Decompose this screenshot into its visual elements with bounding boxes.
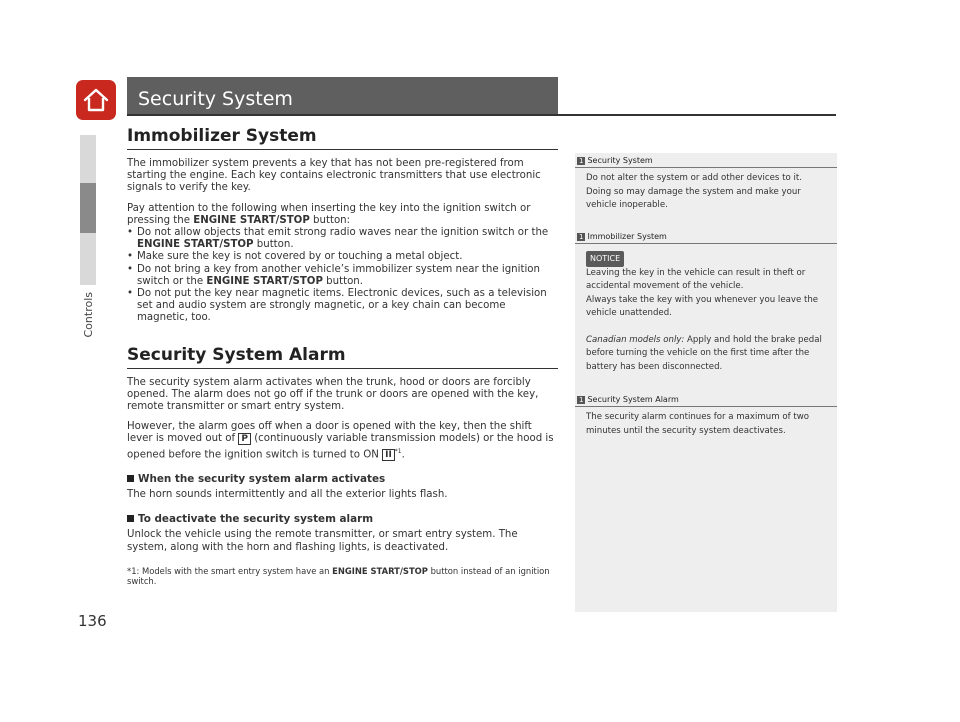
alarm-goes-off: However, the alarm goes off when a door is opened with the key, then the shift lever is moved out of P (continuously variable transmission models) or the hood is opened before the ignition switch is turned to ON II $^{*1}$. xyxy=(127,421,554,461)
immobilizer-attention: Pay attention to the following when inserting the key into the ignition switch or pressing the ENGINE START/STOP button: xyxy=(127,202,531,226)
key-ii-icon: II xyxy=(382,449,395,461)
notice-badge: NOTICE xyxy=(586,251,624,267)
alarm-deactivate-text: Unlock the vehicle using the remote transmitter, or smart entry system. The system, along with the horn and flashing lights, is deactivated. xyxy=(127,529,518,553)
bullet-square-icon xyxy=(127,475,134,482)
home-icon xyxy=(82,86,110,114)
list-item: • Make sure the key is not covered by or touching a metal object. xyxy=(127,251,558,263)
key-p-icon: P xyxy=(238,433,251,445)
footnote: *1: Models with the smart entry system have an ENGINE START/STOP button instead of an ignition switch. xyxy=(127,565,550,586)
list-item: • Do not bring a key from another vehicle’s immobilizer system near the ignition switch or the ENGINE START/STOP button. xyxy=(127,264,558,288)
immobilizer-bullets xyxy=(127,227,558,325)
note-alarm: 1 Security System Alarm The security alarm continues for a maximum of two minutes until the security system deactivates. xyxy=(575,395,837,438)
list-item: • Do not put the key near magnetic items. Electronic devices, such as a television set and audio system are strongly magnetic, or a key chain can become magnetic, too. xyxy=(127,288,558,325)
note-security-system: 1 Security System Do not alter the system or add other devices to it. Doing so may damage the system and make your vehicle inoperable. xyxy=(575,156,837,213)
alarm-activates-heading: When the security system alarm activates xyxy=(127,473,558,485)
main-content xyxy=(127,126,558,586)
sidebar-notes-panel xyxy=(575,153,837,612)
side-label: Controls xyxy=(82,292,95,338)
immobilizer-heading: Immobilizer System xyxy=(127,126,558,150)
title-rule xyxy=(127,114,836,116)
note-immobilizer: 1 Immobilizer System NOTICE Leaving the key in the vehicle can result in theft or accidental movement of the vehicle. Always take the key with you whenever you leave the vehicle unattended. Canadian models only: Apply and hold the brake pedal before turning the vehicle on the first time after the battery has been disconnected. xyxy=(575,232,837,374)
alarm-heading: Security System Alarm xyxy=(127,345,558,369)
alarm-deactivate-heading: To deactivate the security system alarm xyxy=(127,513,558,525)
page-number: 136 xyxy=(78,612,107,630)
side-tab-active[interactable] xyxy=(80,183,96,233)
alarm-intro: The security system alarm activates when the trunk, hood or doors are forcibly opened. The alarm does not go off if the trunk or doors are opened with the key, remote transmitter or smart entry system. xyxy=(127,376,539,413)
home-button[interactable] xyxy=(76,80,116,120)
alarm-activates-text: The horn sounds intermittently and all the exterior lights flash. xyxy=(127,489,448,501)
bullet-square-icon xyxy=(127,515,134,522)
list-item: • Do not allow objects that emit strong radio waves near the ignition switch or the ENGINE START/STOP button. xyxy=(127,227,558,251)
immobilizer-intro: The immobilizer system prevents a key that has not been pre-registered from starting the engine. Each key contains electronic transmitters that use electronic signals to verify the key. xyxy=(127,158,541,194)
page-title: Security System xyxy=(127,77,558,114)
